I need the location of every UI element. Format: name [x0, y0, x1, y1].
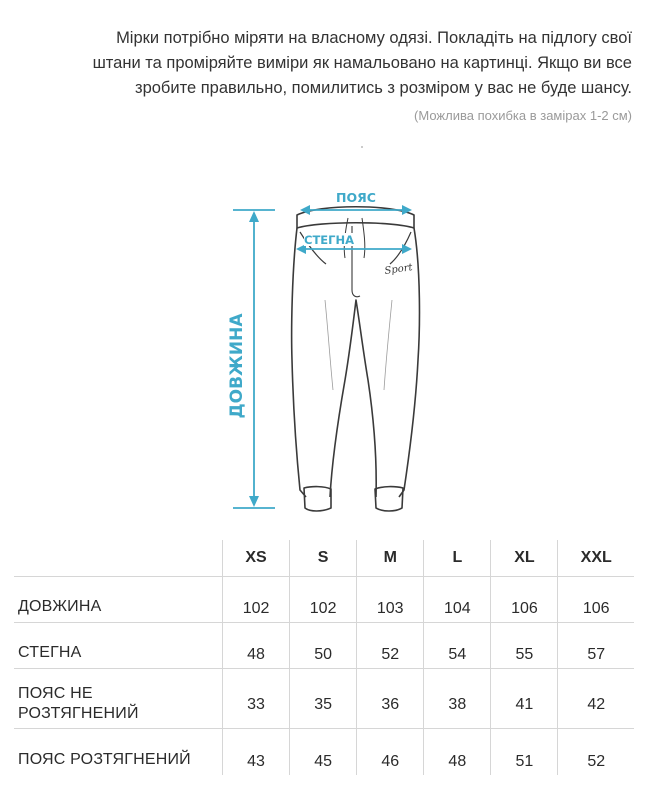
waist-relaxed-l: 38	[424, 669, 491, 729]
table-row-hips	[14, 623, 634, 669]
decorative-dot	[361, 146, 363, 148]
waist-label: ПОЯС	[336, 190, 376, 205]
table-row-waist-relaxed	[14, 669, 634, 729]
waist-relaxed-xxl: 42	[558, 669, 634, 729]
waist-relaxed-xl: 41	[491, 669, 558, 729]
row-label-hips: СТЕГНА	[14, 623, 223, 669]
hips-l: 54	[424, 623, 491, 669]
row-label-waist-relaxed-line-2: РОЗТЯГНЕНИЙ	[18, 705, 139, 722]
waist-relaxed-m: 36	[357, 669, 424, 729]
waist-stretched-xs: 43	[223, 729, 290, 775]
size-header-xl: XL	[491, 540, 558, 577]
hips-label: СТЕГНА	[304, 233, 354, 247]
length-m: 103	[357, 577, 424, 623]
left-cuff	[304, 487, 331, 511]
intro-line-1: Мірки потрібно міряти на власному одязі. Покладіть на підлогу свої	[116, 29, 632, 47]
pants-measurement-diagram	[200, 180, 460, 520]
hips-xxl: 57	[558, 623, 634, 669]
intro-line-3: зробите правильно, помилитись з розміром у вас не буде шансу.	[135, 79, 632, 97]
waist-stretched-xxl: 52	[558, 729, 634, 775]
table-row-length	[14, 577, 634, 623]
row-label-length: ДОВЖИНА	[14, 577, 223, 623]
left-leg-outline	[292, 228, 306, 497]
waist-stretched-l: 48	[424, 729, 491, 775]
fold-crease-left	[325, 300, 333, 390]
waist-relaxed-s: 35	[290, 669, 357, 729]
length-label: ДОВЖИНА	[227, 313, 247, 419]
row-label-waist-relaxed	[14, 669, 223, 729]
right-cuff	[375, 487, 403, 511]
hips-xs: 48	[223, 623, 290, 669]
hips-m: 52	[357, 623, 424, 669]
fold-crease-right	[384, 300, 392, 390]
size-header-row	[14, 540, 634, 577]
row-label-waist-stretched: ПОЯС РОЗТЯГНЕНИЙ	[14, 729, 223, 775]
waist-relaxed-xs: 33	[223, 669, 290, 729]
length-xxl: 106	[558, 577, 634, 623]
length-xs: 102	[223, 577, 290, 623]
waist-stretched-xl: 51	[491, 729, 558, 775]
hips-s: 50	[290, 623, 357, 669]
hips-xl: 55	[491, 623, 558, 669]
row-label-waist-relaxed-line-1: ПОЯС НЕ	[18, 685, 93, 702]
waist-stretched-s: 45	[290, 729, 357, 775]
size-header-m: M	[357, 540, 424, 577]
inner-leg-outline	[330, 300, 376, 497]
header-empty-cell	[14, 540, 223, 577]
length-l: 104	[424, 577, 491, 623]
pants-illustration	[292, 207, 420, 511]
size-chart-table	[14, 540, 634, 775]
size-header-s: S	[290, 540, 357, 577]
measurement-error-note: (Можлива похибка в замірах 1-2 см)	[414, 108, 632, 123]
brand-mark: Sport	[383, 262, 414, 277]
size-header-xxl: XXL	[558, 540, 634, 577]
intro-line-2: штани та проміряйте виміри як намальовано на картинці. Якщо ви все	[92, 54, 632, 72]
length-s: 102	[290, 577, 357, 623]
size-header-l: L	[424, 540, 491, 577]
intro-text	[20, 26, 632, 101]
length-xl: 106	[491, 577, 558, 623]
size-header-xs: XS	[223, 540, 290, 577]
waist-stretched-m: 46	[357, 729, 424, 775]
table-row-waist-stretched	[14, 729, 634, 775]
